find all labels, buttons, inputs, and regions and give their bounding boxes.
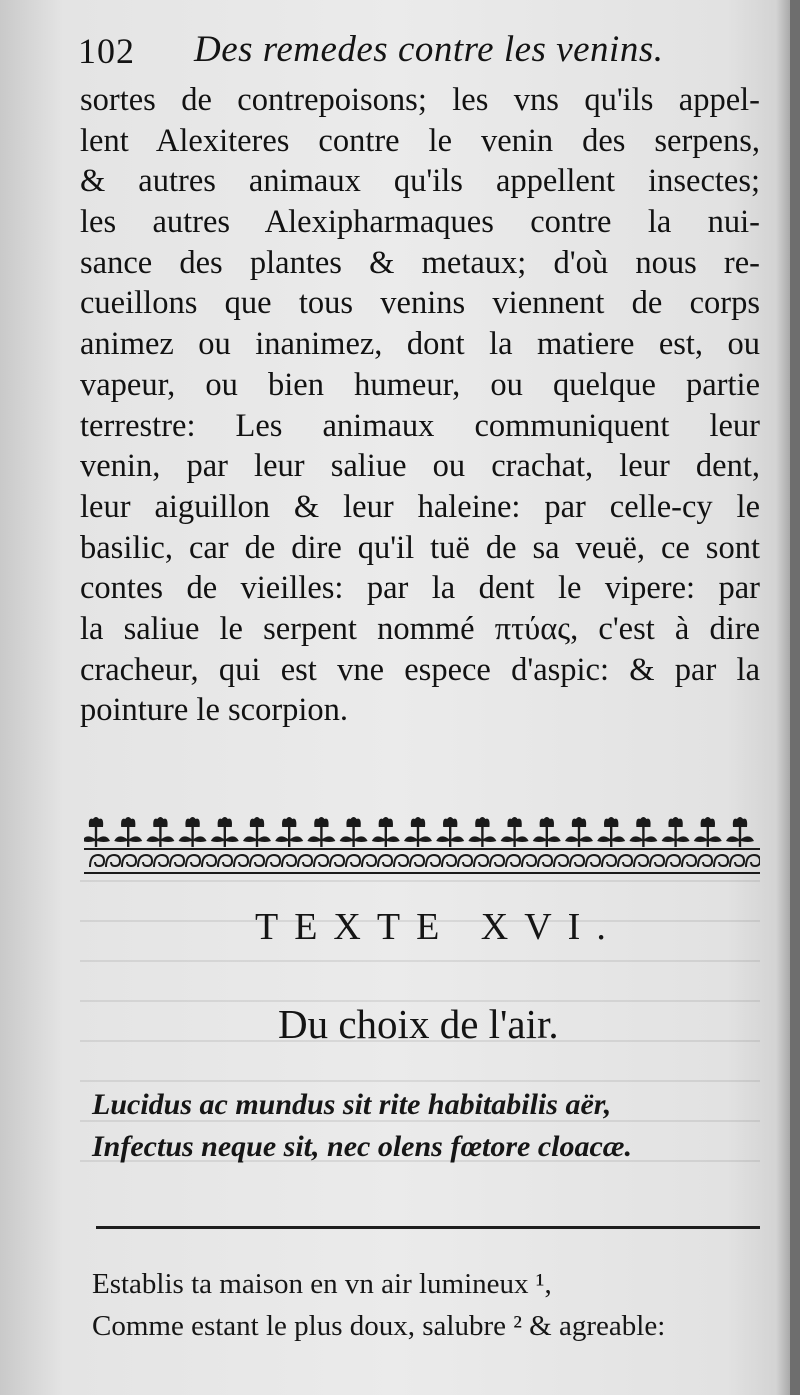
page-number: 102 xyxy=(78,31,135,71)
body-line: vapeur, ou bien humeur, ou quelque partie xyxy=(80,366,760,403)
body-line: lent Alexiteres contre le venin des serpens, xyxy=(80,122,760,159)
body-line: cracheur, qui est vne espece d'aspic: & par la xyxy=(80,651,760,688)
horizontal-rule xyxy=(96,1226,760,1229)
translation-line: Comme estant le plus doux, salubre ² & agreable: xyxy=(92,1310,666,1342)
body-line: contes de vieilles: par la dent le vipere: par xyxy=(80,570,760,607)
flower-motif xyxy=(146,817,174,847)
scroll-motif xyxy=(426,855,440,867)
body-line: terrestre: Les animaux communiquent leur xyxy=(80,407,760,444)
scroll-motif xyxy=(330,855,344,867)
body-line: la saliue le serpent nommé πτύας, c'est à dire xyxy=(80,610,760,647)
body-line: sance des plantes & metaux; d'où nous re- xyxy=(80,244,760,281)
body-line: venin, par leur saliue ou crachat, leur dent, xyxy=(80,448,760,485)
scroll-motif xyxy=(90,855,104,867)
body-line: leur aiguillon & leur haleine: par celle-cy le xyxy=(80,488,760,525)
flower-motif xyxy=(114,817,142,847)
scroll-row xyxy=(90,855,760,867)
body-line: cueillons que tous venins viennent de corps xyxy=(80,285,760,322)
latin-verse-line: Lucidus ac mundus sit rite habitabilis aër, xyxy=(92,1088,612,1121)
scroll-motif xyxy=(634,855,648,867)
flower-motif xyxy=(243,817,271,847)
scroll-motif xyxy=(234,855,248,867)
section-title: TEXTE XVI. xyxy=(255,906,622,948)
scroll-motif xyxy=(506,855,520,867)
scroll-motif xyxy=(394,855,408,867)
scroll-motif xyxy=(202,855,216,867)
scroll-motif xyxy=(538,855,552,867)
scroll-motif xyxy=(602,855,616,867)
body-line: pointure le scorpion. xyxy=(80,692,349,729)
flower-motif xyxy=(275,817,303,847)
flower-motif xyxy=(726,817,754,847)
scroll-motif xyxy=(314,855,328,867)
scroll-motif xyxy=(730,855,744,867)
page-header xyxy=(72,22,772,78)
flower-motif xyxy=(84,817,110,847)
scroll-motif xyxy=(522,855,536,867)
scroll-motif xyxy=(586,855,600,867)
scroll-motif xyxy=(362,855,376,867)
flower-motif xyxy=(597,817,625,847)
scroll-motif xyxy=(298,855,312,867)
scroll-motif xyxy=(618,855,632,867)
floral-ornament-band xyxy=(84,815,760,877)
scroll-motif xyxy=(266,855,280,867)
scroll-motif xyxy=(442,855,456,867)
flower-motif xyxy=(533,817,561,847)
scroll-motif xyxy=(650,855,664,867)
body-text xyxy=(80,80,760,731)
scroll-motif xyxy=(570,855,584,867)
scroll-motif xyxy=(490,855,504,867)
scroll-motif xyxy=(250,855,264,867)
scroll-motif xyxy=(714,855,728,867)
translation-line: Establis ta maison en vn air lumineux ¹, xyxy=(92,1268,552,1300)
flower-motif xyxy=(179,817,207,847)
flower-motif xyxy=(340,817,368,847)
flower-motif xyxy=(211,817,239,847)
scroll-motif xyxy=(746,855,760,867)
scroll-motif xyxy=(218,855,232,867)
body-line: & autres animaux qu'ils appellent insectes; xyxy=(80,163,760,200)
flower-motif xyxy=(694,817,722,847)
flower-motif xyxy=(468,817,496,847)
scroll-motif xyxy=(186,855,200,867)
scroll-motif xyxy=(410,855,424,867)
body-line: sortes de contrepoisons; les vns qu'ils appel- xyxy=(80,82,760,118)
flower-motif xyxy=(372,817,400,847)
scroll-motif xyxy=(666,855,680,867)
scroll-motif xyxy=(106,855,120,867)
flower-motif xyxy=(565,817,593,847)
latin-verse-line: Infectus neque sit, nec olens fœtore cloacæ. xyxy=(92,1130,632,1163)
flower-motif xyxy=(404,817,432,847)
flower-motif xyxy=(307,817,335,847)
flower-row xyxy=(84,817,754,847)
flower-motif xyxy=(436,817,464,847)
scroll-motif xyxy=(378,855,392,867)
flower-motif xyxy=(629,817,657,847)
body-line: animez ou inanimez, dont la matiere est, ou xyxy=(80,326,760,363)
scroll-motif xyxy=(346,855,360,867)
scroll-motif xyxy=(170,855,184,867)
body-line: les autres Alexipharmaques contre la nui- xyxy=(80,204,760,241)
scroll-motif xyxy=(282,855,296,867)
flower-motif xyxy=(501,817,529,847)
scroll-motif xyxy=(458,855,472,867)
scroll-motif xyxy=(138,855,152,867)
body-line: basilic, car de dire qu'il tuë de sa veuë, ce sont xyxy=(80,529,760,566)
scroll-motif xyxy=(122,855,136,867)
scroll-motif xyxy=(474,855,488,867)
scroll-motif xyxy=(682,855,696,867)
flower-motif xyxy=(662,817,690,847)
scroll-motif xyxy=(154,855,168,867)
running-head: Des remedes contre les venins. xyxy=(194,29,664,70)
section-subtitle: Du choix de l'air. xyxy=(278,1001,559,1047)
scroll-motif xyxy=(554,855,568,867)
scroll-motif xyxy=(698,855,712,867)
